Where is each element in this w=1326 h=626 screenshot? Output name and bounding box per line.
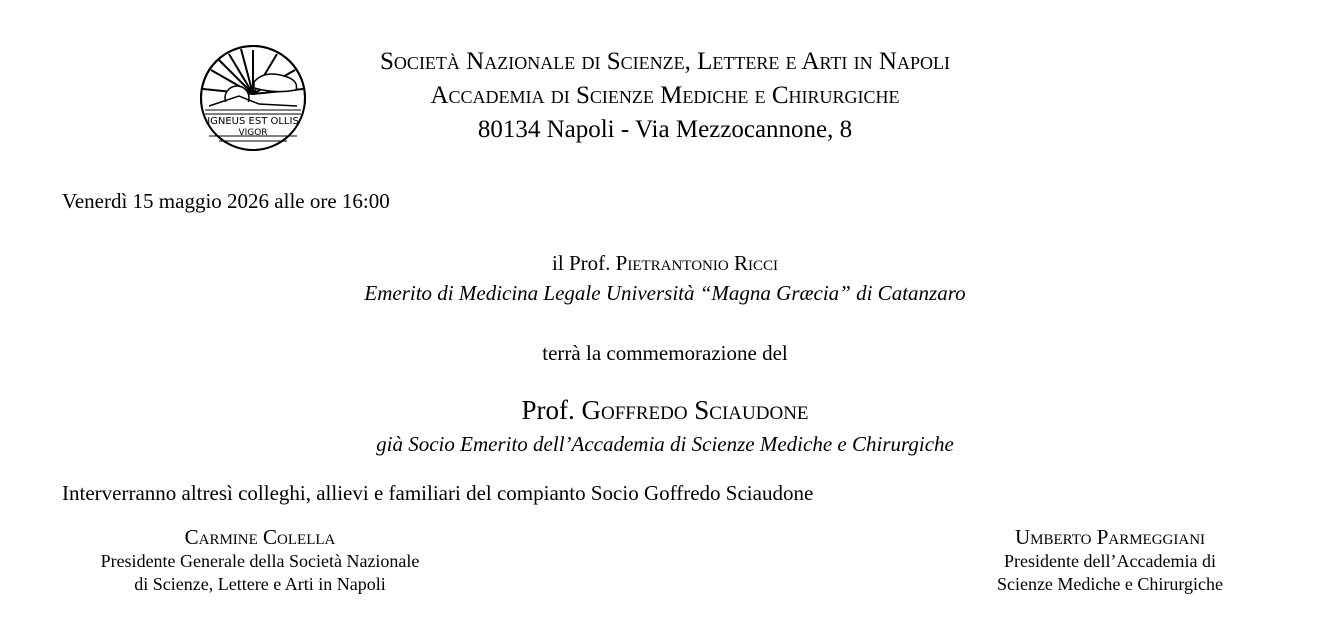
speaker [300, 250, 1030, 276]
signature-president-general [40, 524, 480, 596]
speaker-name: Pietrantonio Ricci [615, 251, 778, 275]
honoree-name: Goffredo Sciaudone [581, 395, 809, 425]
address: 80134 Napoli - Via Mezzocannone, 8 [477, 116, 853, 143]
participants-note: Interverranno altresì colleghi, allievi e familiari del compianto Socio Goffredo Sciaudone [62, 481, 814, 505]
signature-title: di Scienze, Lettere e Arti in Napoli [134, 574, 386, 594]
signature-academy-president [890, 524, 1326, 596]
action-text: terrà la commemorazione del [542, 341, 788, 365]
honoree-role: già Socio Emerito dell’Accademia di Scienze Mediche e Chirurgiche [376, 432, 954, 456]
signature-name: Carmine Colella [184, 525, 336, 549]
signature-title: Scienze Mediche e Chirurgiche [996, 574, 1224, 594]
signature-title: Presidente Generale della Società Nazionale [100, 551, 420, 571]
svg-text:IGNEUS EST OLLIS: IGNEUS EST OLLIS [207, 116, 299, 127]
signature-title: Presidente dell’Accademia di [1004, 551, 1216, 571]
honoree-prefix: Prof. [521, 395, 582, 425]
speaker-prefix: il Prof. [552, 251, 616, 275]
honoree [300, 395, 1030, 426]
signature-name: Umberto Parmeggiani [1014, 525, 1206, 549]
academy-seal-logo [199, 44, 307, 152]
society-name: Società Nazionale di Scienze, Lettere e Arti in Napoli [380, 48, 950, 75]
academy-name: Accademia di Scienze Mediche e Chirurgiche [430, 82, 900, 109]
event-date: Venerdì 15 maggio 2026 alle ore 16:00 [62, 189, 390, 213]
speaker-role: Emerito di Medicina Legale Università “Magna Græcia” di Catanzaro [364, 281, 966, 305]
svg-text:VIGOR: VIGOR [238, 128, 268, 138]
